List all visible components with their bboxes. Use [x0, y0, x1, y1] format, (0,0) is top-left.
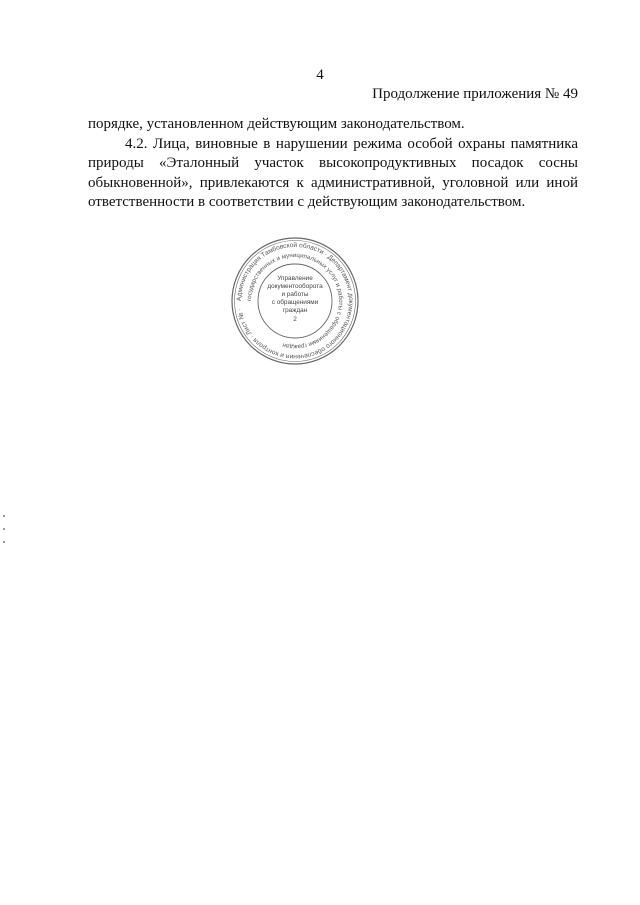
body-text [88, 115, 578, 213]
seal-center-line: документооборота [267, 283, 323, 290]
seal-center-line: Управление [277, 275, 313, 282]
seal-center-text [267, 275, 323, 323]
scan-margin-marks [3, 515, 6, 555]
seal-center-line: с обращениями [271, 299, 319, 306]
seal-center-line: граждан [282, 307, 308, 314]
page-number: 4 [316, 67, 324, 83]
seal-center-line: 2 [293, 316, 297, 323]
paragraph-4-2: 4.2. Лица, виновные в нарушении режима особой охраны памятника природы «Эталонный участок высокопродуктивных посадок сосны обыкновенной», привлекаются к административной, уголовной или иной ответственности в соответствии с действующим законодательством. [88, 135, 578, 210]
seal-inner-ring-text: государственных и муниципальных услуг и работы с обращениями граждан [245, 251, 345, 351]
official-seal-stamp [230, 236, 360, 366]
seal-graphic [230, 236, 360, 366]
appendix-continuation-header: Продолжение приложения № 49 [372, 86, 578, 102]
seal-outer-ring-text: Администрация Тамбовской области · Департамент документационного обеспечения и контроля · Лист № · [235, 241, 355, 361]
paragraph-continued: порядке, установленном действующим законодательством. [88, 116, 465, 132]
seal-center-line: и работы [281, 291, 309, 298]
